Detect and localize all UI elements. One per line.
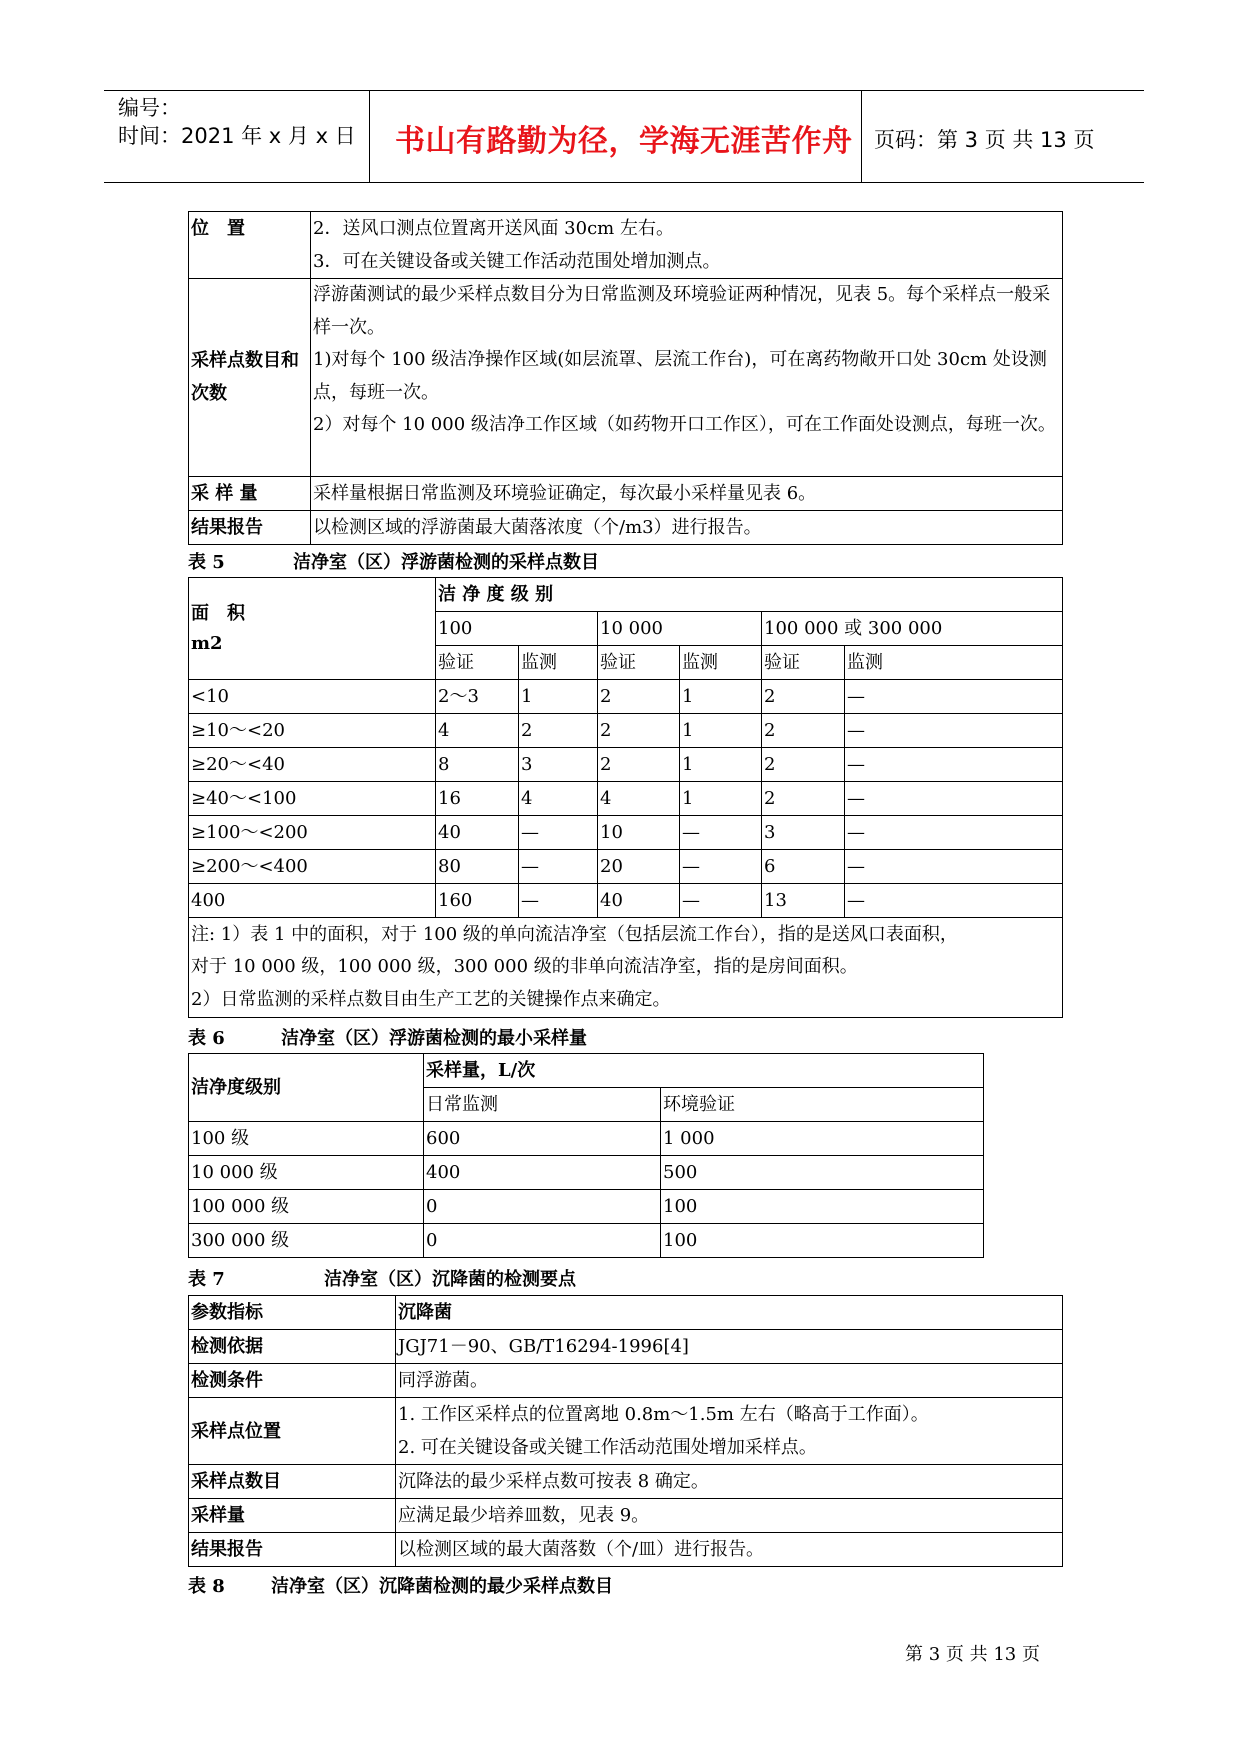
cell: 2～3 (436, 680, 519, 714)
cell: — (845, 816, 1063, 850)
cell: 40 (598, 884, 680, 918)
header-time: 时间：2021 年 x 月 x 日 (118, 124, 356, 148)
table-row (189, 279, 1063, 477)
cell: 160 (436, 884, 519, 918)
caption-title: 洁净室（区）沉降菌的检测要点 (324, 1269, 576, 1290)
table-row (189, 1465, 1063, 1499)
content-line: 浮游菌测试的最少采样点数目分为日常监测及环境验证两种情况，见表 5。每个采样点一般采样一次。 (313, 284, 1051, 338)
row-content: 采样量根据日常监测及环境验证确定，每次最小采样量见表 6。 (311, 477, 1063, 511)
row-content: 以检测区域的浮游菌最大菌落浓度（个/m3）进行报告。 (311, 511, 1063, 545)
row-label: 结果报告 (189, 1533, 396, 1567)
cell: — (845, 714, 1063, 748)
table-row (189, 1499, 1063, 1533)
row-label: 结果报告 (189, 511, 311, 545)
row-label: 参数指标 (189, 1296, 396, 1330)
row-label: 采样量 (189, 1499, 396, 1533)
header-divider-right (861, 91, 862, 182)
cell: 1 (680, 748, 762, 782)
cell: 40 (436, 816, 519, 850)
table6 (188, 1053, 984, 1258)
sub-header: 监测 (519, 646, 598, 680)
area-label: 面 积 (191, 602, 245, 624)
cell: — (845, 680, 1063, 714)
table-header-row (189, 1054, 984, 1088)
cell: <10 (189, 680, 436, 714)
row-label: 采 样 量 (189, 477, 311, 511)
sub-header: 日常监测 (424, 1088, 661, 1122)
cell: 500 (661, 1156, 984, 1190)
cell: 1 (680, 714, 762, 748)
table-row (189, 850, 1063, 884)
table-row (189, 1156, 984, 1190)
row-content: 同浮游菌。 (396, 1364, 1063, 1398)
note-line: 对于 10 000 级，100 000 级，300 000 级的非单向流洁净室，指的是房间面积。 (191, 956, 858, 978)
caption-number: 表 7 (188, 1269, 225, 1290)
table-header-row (189, 578, 1063, 612)
row-label: 位 置 (189, 212, 311, 279)
cell: — (845, 782, 1063, 816)
grade-header: 洁 净 度 级 别 (436, 578, 1063, 612)
grade-label: 洁净度级别 (189, 1054, 424, 1122)
table-row (189, 782, 1063, 816)
table5 (188, 577, 1063, 1018)
table5-caption (188, 548, 599, 574)
sub-header: 环境验证 (661, 1088, 984, 1122)
cell: 13 (762, 884, 845, 918)
row-content: 沉降法的最少采样点数可按表 8 确定。 (396, 1465, 1063, 1499)
cell: ≥40～<100 (189, 782, 436, 816)
content-line: 1)对每个 100 级洁净操作区域(如层流罩、层流工作台)，可在离药物敞开口处 30cm 处设测点，每班一次。 (313, 349, 1047, 403)
content-line: 3．可在关键设备或关键工作活动范围处增加测点。 (313, 251, 721, 272)
cell: 3 (519, 748, 598, 782)
cell: 2 (519, 714, 598, 748)
grade-10000: 10 000 (598, 612, 762, 646)
cell: 4 (598, 782, 680, 816)
cell: 2 (762, 782, 845, 816)
cell: 10 000 级 (189, 1156, 424, 1190)
row-content (311, 279, 1063, 477)
cell: 2 (762, 680, 845, 714)
cell: — (519, 850, 598, 884)
header-divider-left (369, 91, 370, 182)
table-row (189, 1330, 1063, 1364)
cell: 100 (661, 1224, 984, 1258)
table-row (189, 1224, 984, 1258)
cell: 4 (519, 782, 598, 816)
table-row (189, 1122, 984, 1156)
content-line: 2．送风口测点位置离开送风面 30cm 左右。 (313, 218, 674, 239)
cell: 2 (598, 714, 680, 748)
row-content (311, 212, 1063, 279)
table-row (189, 511, 1063, 545)
table-row (189, 714, 1063, 748)
area-header (189, 578, 436, 680)
cell: — (519, 816, 598, 850)
header-top-rule (104, 90, 1144, 91)
content-line: 1. 工作区采样点的位置离地 0.8m～1.5m 左右（略高于工作面）。 (398, 1404, 929, 1425)
cell: — (680, 850, 762, 884)
row-content: 应满足最少培养皿数，见表 9。 (396, 1499, 1063, 1533)
row-content: 沉降菌 (396, 1296, 1063, 1330)
table-row (189, 1398, 1063, 1465)
cell: — (519, 884, 598, 918)
cell: 3 (762, 816, 845, 850)
cell: 100 000 级 (189, 1190, 424, 1224)
cell: 6 (762, 850, 845, 884)
row-content (396, 1398, 1063, 1465)
table5-note (189, 918, 1063, 1018)
cell: 0 (424, 1224, 661, 1258)
row-label: 采样点位置 (189, 1398, 396, 1465)
table-row (189, 748, 1063, 782)
cell: 0 (424, 1190, 661, 1224)
caption-title: 洁净室（区）浮游菌检测的最小采样量 (281, 1028, 587, 1049)
cell: — (680, 816, 762, 850)
table-note-row (189, 918, 1063, 1018)
table6-caption (188, 1024, 587, 1050)
note-line: 注: 1）表 1 中的面积，对于 100 级的单向流洁净室（包括层流工作台），指的是送风口表面积， (191, 923, 958, 945)
cell: 400 (189, 884, 436, 918)
cell: 2 (598, 748, 680, 782)
cell: 400 (424, 1156, 661, 1190)
content-line: 2）对每个 10 000 级洁净工作区域（如药物开口工作区），可在工作面处设测点，每班一次。 (313, 414, 1056, 435)
cell: 8 (436, 748, 519, 782)
cell: 2 (598, 680, 680, 714)
cell: 1 (519, 680, 598, 714)
sub-header: 验证 (762, 646, 845, 680)
cell: 1 (680, 680, 762, 714)
row-content: JGJ71－90、GB/T16294-1996[4] (396, 1330, 1063, 1364)
grade-100000: 100 000 或 300 000 (762, 612, 1063, 646)
cell: ≥200～<400 (189, 850, 436, 884)
cell: ≥20～<40 (189, 748, 436, 782)
header-bottom-rule (104, 182, 1144, 183)
note-line: 2）日常监测的采样点数目由生产工艺的关键操作点来确定。 (191, 988, 671, 1010)
cell: — (845, 884, 1063, 918)
table-row (189, 1364, 1063, 1398)
sub-header: 验证 (436, 646, 519, 680)
sub-header: 验证 (598, 646, 680, 680)
cell: 80 (436, 850, 519, 884)
caption-number: 表 5 (188, 552, 225, 573)
caption-number: 表 6 (188, 1028, 225, 1049)
sub-header: 监测 (845, 646, 1063, 680)
cell: 4 (436, 714, 519, 748)
cell: — (845, 748, 1063, 782)
cell: 16 (436, 782, 519, 816)
row-content: 以检测区域的最大菌落数（个/皿）进行报告。 (396, 1533, 1063, 1567)
header-motto: 书山有路勤为径，学海无涯苦作舟 (395, 124, 853, 159)
cell: 1 000 (661, 1122, 984, 1156)
table7-caption (188, 1265, 576, 1291)
cell: 100 (661, 1190, 984, 1224)
cell: — (845, 850, 1063, 884)
table-row (189, 1533, 1063, 1567)
table-row (189, 477, 1063, 511)
row-label: 检测条件 (189, 1364, 396, 1398)
cell: ≥100～<200 (189, 816, 436, 850)
table-row (189, 680, 1063, 714)
table-row (189, 816, 1063, 850)
content-line: 2. 可在关键设备或关键工作活动范围处增加采样点。 (398, 1437, 817, 1458)
table-row (189, 1190, 984, 1224)
caption-title: 洁净室（区）沉降菌检测的最少采样点数目 (271, 1576, 613, 1597)
cell: 20 (598, 850, 680, 884)
header-page-number: 页码：第 3 页 共 13 页 (874, 128, 1095, 152)
table7 (188, 1295, 1063, 1567)
row-label: 采样点数目 (189, 1465, 396, 1499)
cell: — (680, 884, 762, 918)
row-label: 采样点数目和次数 (189, 279, 311, 477)
table-top (188, 211, 1063, 545)
header-serial: 编号： (118, 96, 181, 120)
table8-caption (188, 1572, 613, 1598)
area-unit: m2 (191, 632, 223, 654)
row-label: 检测依据 (189, 1330, 396, 1364)
cell: ≥10～<20 (189, 714, 436, 748)
grade-100: 100 (436, 612, 598, 646)
page-footer: 第 3 页 共 13 页 (905, 1644, 1040, 1665)
table-row (189, 1296, 1063, 1330)
caption-number: 表 8 (188, 1576, 225, 1597)
cell: 2 (762, 714, 845, 748)
cell: 1 (680, 782, 762, 816)
sub-header: 监测 (680, 646, 762, 680)
cell: 300 000 级 (189, 1224, 424, 1258)
volume-header: 采样量，L/次 (424, 1054, 984, 1088)
cell: 10 (598, 816, 680, 850)
caption-title: 洁净室（区）浮游菌检测的采样点数目 (293, 552, 599, 573)
table-row (189, 212, 1063, 279)
cell: 600 (424, 1122, 661, 1156)
table-row (189, 884, 1063, 918)
cell: 2 (762, 748, 845, 782)
cell: 100 级 (189, 1122, 424, 1156)
